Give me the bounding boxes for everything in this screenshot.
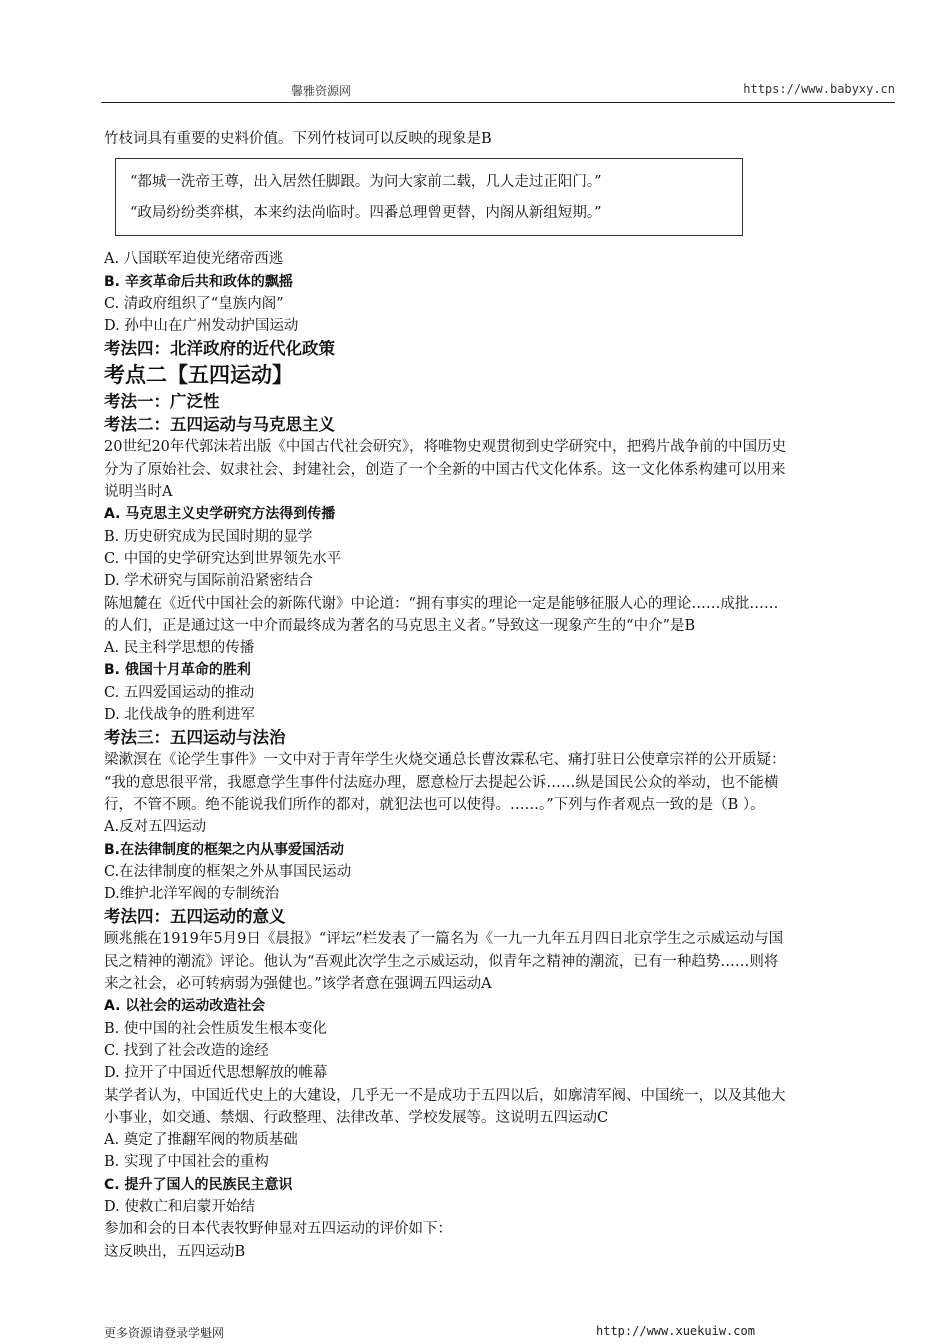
q1-quote-2: “政局纷纷类弈棋，本来约法尚临时。四番总理曾更替，内阁从新组短期。”	[130, 205, 602, 222]
q5-option-b: B. 使中国的社会性质发生根本变化	[104, 1020, 327, 1037]
q6-option-c: C. 提升了国人的民族民主意识	[104, 1176, 293, 1193]
q2-stem-line-1: 20世纪20年代郭沫若出版《中国古代社会研究》，将唯物史观贯彻到史学研究中，把鸦片战争前的中国历史	[104, 439, 787, 456]
q6-stem-line-2: 小事业，如交通、禁烟、行政整理、法律改革、学校发展等。这说明五四运动C	[104, 1109, 609, 1126]
heading-kf4-meaning: 考法四：五四运动的意义	[104, 907, 286, 927]
q2-option-a: A. 马克思主义史学研究方法得到传播	[104, 506, 336, 523]
heading-kf1: 考法一：广泛性	[104, 392, 220, 412]
q2-option-d: D. 学术研究与国际前沿紧密结合	[104, 573, 313, 590]
q6-option-d: D. 使救亡和启蒙开始结	[104, 1198, 255, 1215]
q7-stem-line-1: 参加和会的日本代表牧野伸显对五四运动的评价如下：	[104, 1221, 452, 1238]
q3-option-b: B. 俄国十月革命的胜利	[104, 662, 251, 679]
q1-quote-1: “都城一洗帝王尊，出入居然任脚跟。为问大家前二载，几人走过正阳门。”	[130, 174, 602, 191]
q6-option-a: A. 奠定了推翻军阀的物质基础	[104, 1132, 298, 1149]
q4-option-d: D.维护北洋军阀的专制统治	[104, 886, 280, 903]
header-site-name: 馨雅资源网	[291, 84, 352, 98]
heading-kf3: 考法三：五四运动与法治	[104, 728, 286, 748]
q4-option-a: A.反对五四运动	[104, 819, 207, 836]
header-url[interactable]: https://www.babyxy.cn	[743, 82, 895, 96]
q5-option-c: C. 找到了社会改造的途经	[104, 1042, 269, 1059]
footer-text: 更多资源请登录学魁网	[104, 1326, 225, 1340]
q1-option-b: B. 辛亥革命后共和政体的飘摇	[104, 273, 293, 290]
q2-stem-line-3: 说明当时A	[104, 484, 173, 501]
heading-kf2: 考法二：五四运动与马克思主义	[104, 415, 335, 435]
q6-option-b: B. 实现了中国社会的重构	[104, 1154, 269, 1171]
page-footer	[104, 1324, 754, 1341]
heading-kf4-beiyang: 考法四：北洋政府的近代化政策	[104, 339, 335, 359]
q5-option-a: A. 以社会的运动改造社会	[104, 998, 266, 1015]
page-header	[101, 80, 895, 103]
q1-option-a: A. 八国联军迫使光绪帝西逃	[104, 251, 284, 268]
q2-option-c: C. 中国的史学研究达到世界领先水平	[104, 550, 342, 567]
q4-stem-line-1: 梁漱溟在《论学生事件》一文中对于青年学生火烧交通总长曹汝霖私宅、痛打驻日公使章宗祥的公开质疑：	[104, 752, 786, 769]
q7-stem-line-2: 这反映出，五四运动B	[104, 1243, 246, 1260]
q6-stem-line-1: 某学者认为，中国近代史上的大建设，几乎无一不是成功于五四以后，如廓清军阀、中国统一，以及其他大	[104, 1087, 786, 1104]
q3-stem-line-2: 的人们，正是通过这一中介而最终成为著名的马克思主义者。”导致这一现象产生的“中介”是B	[104, 617, 696, 634]
q4-option-b: B.在法律制度的框架之内从事爱国活动	[104, 841, 344, 858]
q5-stem-line-1: 顾兆熊在1919年5月9日《晨报》“评坛”栏发表了一篇名为《一九一九年五月四日北京学生之示威运动与国	[104, 931, 784, 948]
heading-kd2: 考点二【五四运动】	[104, 363, 293, 388]
q2-option-b: B. 历史研究成为民国时期的显学	[104, 528, 313, 545]
document-body	[104, 128, 894, 1263]
q1-option-c: C. 清政府组织了“皇族内阁”	[104, 295, 284, 312]
q3-stem-line-1: 陈旭麓在《近代中国社会的新陈代谢》中论道：“拥有事实的理论一定是能够征服人心的理论……成批……	[104, 595, 779, 612]
q3-option-c: C. 五四爱国运动的推动	[104, 684, 255, 701]
q4-stem-line-3: 行，不管不顾。绝不能说我们所作的都对，就犯法也可以使得。……。”下列与作者观点一致的是（B ）。	[104, 796, 765, 813]
footer-url[interactable]: http://www.xuekuiw.com	[596, 1324, 755, 1338]
q5-option-d: D. 拉开了中国近代思想解放的帷幕	[104, 1065, 328, 1082]
q4-stem-line-2: “我的意思很平常，我愿意学生事件付法庭办理，愿意检厅去提起公诉……纵是国民公众的举动，也不能横	[104, 774, 779, 791]
q3-option-d: D. 北伐战争的胜利进军	[104, 707, 255, 724]
q1-stem: 竹枝词具有重要的史料价值。下列竹枝词可以反映的现象是B	[104, 131, 492, 147]
q2-stem-line-2: 分为了原始社会、奴隶社会、封建社会，创造了一个全新的中国古代文化体系。这一文化体系构建可以用来	[104, 461, 786, 478]
q3-option-a: A. 民主科学思想的传播	[104, 640, 255, 657]
q5-stem-line-2: 民之精神的潮流》评论。他认为“吾观此次学生之示威运动，似青年之精神的潮流，已有一种趋势……则将	[104, 953, 779, 970]
q1-quote-box	[115, 158, 743, 236]
q5-stem-line-3: 来之社会，必可转病弱为强健也。”该学者意在强调五四运动A	[104, 976, 492, 993]
q1-option-d: D. 孙中山在广州发动护国运动	[104, 318, 299, 335]
q4-option-c: C.在法律制度的框架之外从事国民运动	[104, 863, 352, 880]
